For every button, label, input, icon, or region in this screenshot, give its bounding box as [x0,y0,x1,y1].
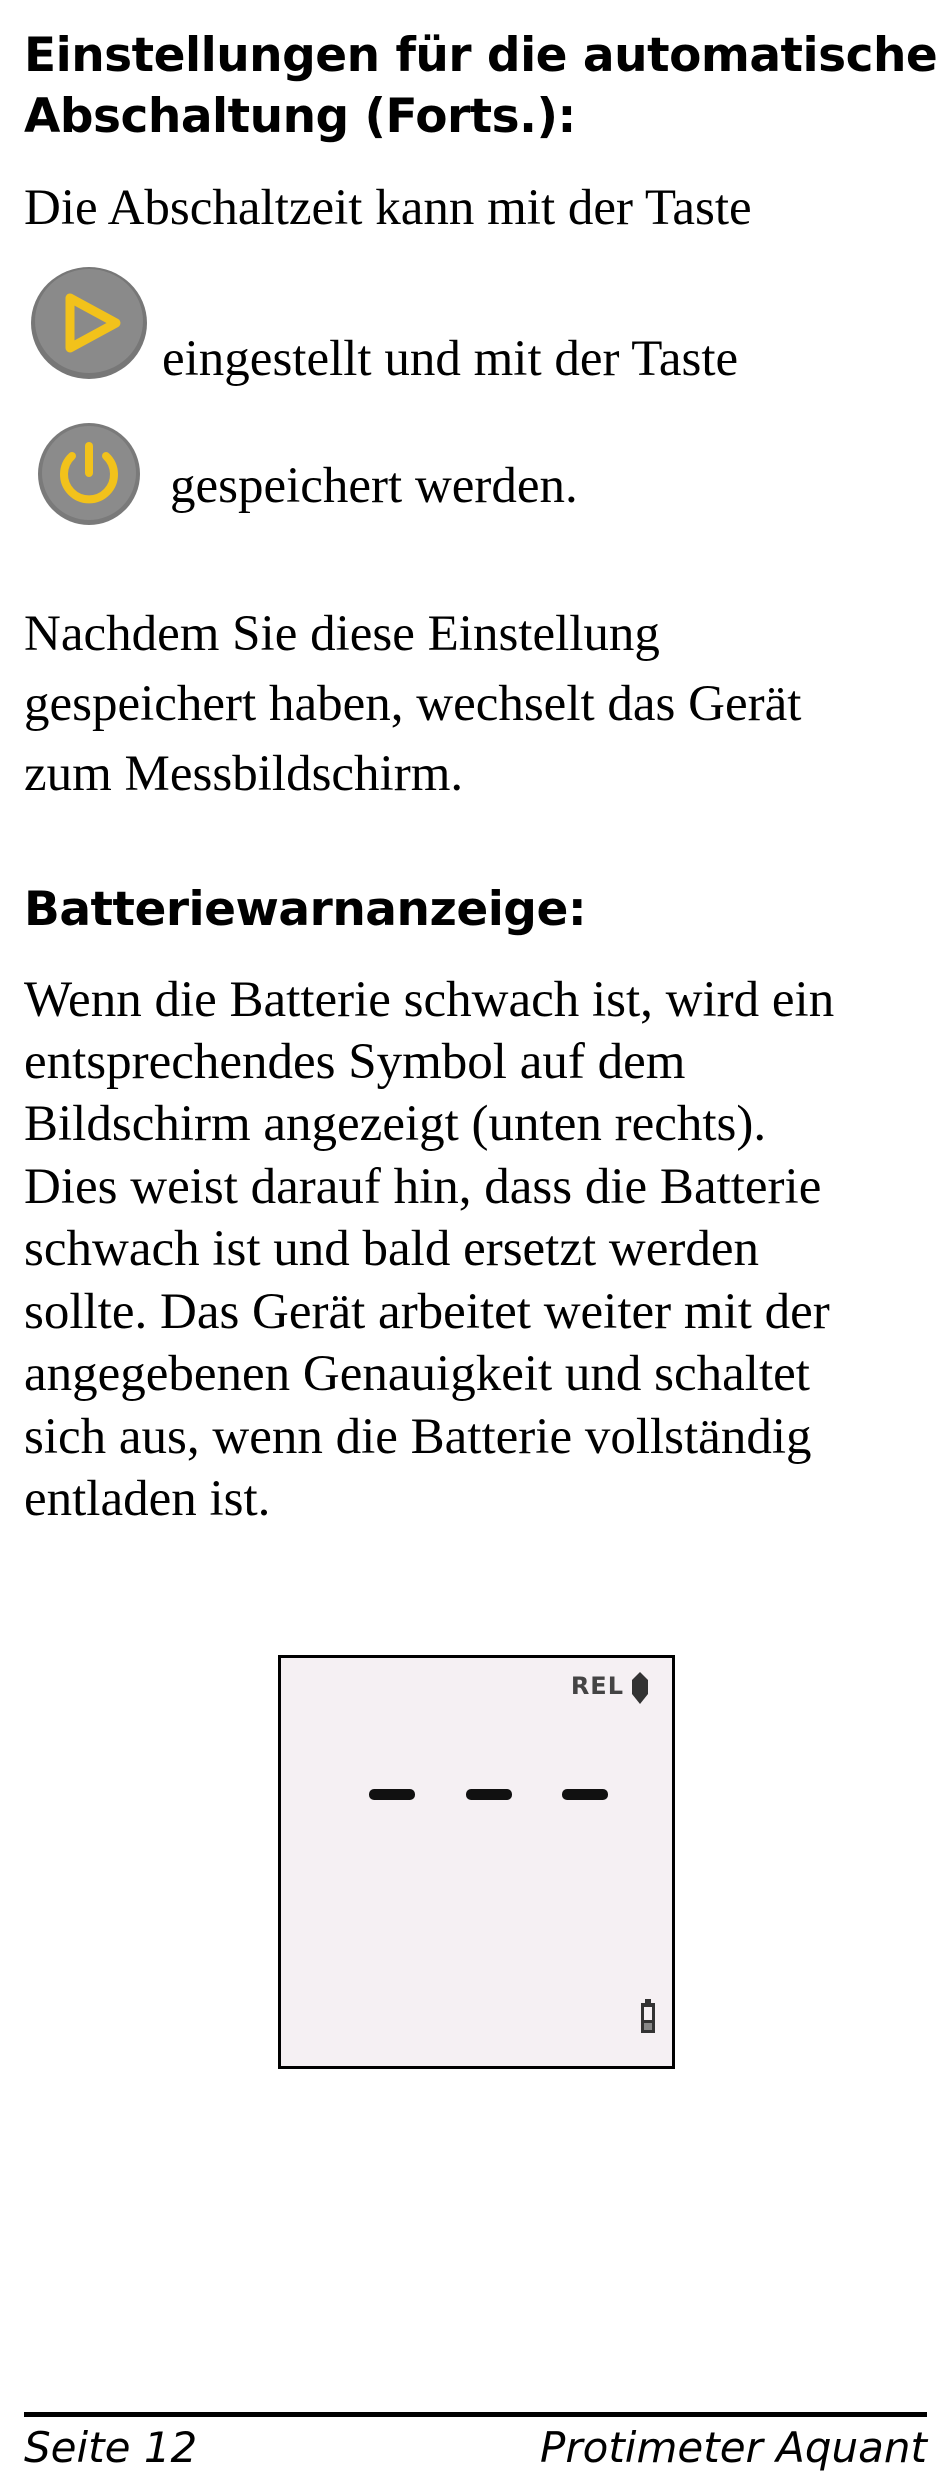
rel-label: REL [570,1672,624,1700]
body-line: sich aus, wenn die Batterie vollständig [24,1409,812,1465]
body-line: Wenn die Batterie schwach ist, wird ein [24,972,835,1028]
device-display [278,1655,675,2069]
body-line: Bildschirm angezeigt (unten rechts). [24,1096,767,1152]
body-line: eingestellt und mit der Taste [162,331,739,387]
power-button-icon [36,421,142,527]
probe-icon [626,1670,654,1706]
body-line: gespeichert werden. [170,458,578,514]
body-line: entsprechendes Symbol auf dem [24,1034,686,1090]
product-name: Protimeter Aquant [540,2423,927,2472]
page-number: Seite 12 [24,2423,198,2472]
footer-rule [24,2412,927,2417]
body-line: entladen ist. [24,1471,271,1527]
reading-dash [562,1789,608,1800]
section-heading-battery-warning: Batteriewarnanzeige: [24,882,587,937]
reading-dash [466,1789,512,1800]
play-button-icon [28,264,150,382]
body-line: zum Messbildschirm. [24,746,464,802]
body-line: Nachdem Sie diese Einstellung [24,606,660,662]
low-battery-icon [638,1998,658,2036]
section-heading-auto-off-cont: Abschaltung (Forts.): [24,89,576,144]
reading-dash [369,1789,415,1800]
section-heading-auto-off: Einstellungen für die automatische [24,28,938,83]
body-line: gespeichert haben, wechselt das Gerät [24,676,802,732]
body-line: angegebenen Genauigkeit und schaltet [24,1346,810,1402]
body-line: Dies weist darauf hin, dass die Batterie [24,1159,822,1215]
body-line: Die Abschaltzeit kann mit der Taste [24,180,752,236]
body-line: schwach ist und bald ersetzt werden [24,1221,759,1277]
body-line: sollte. Das Gerät arbeitet weiter mit der [24,1284,830,1340]
